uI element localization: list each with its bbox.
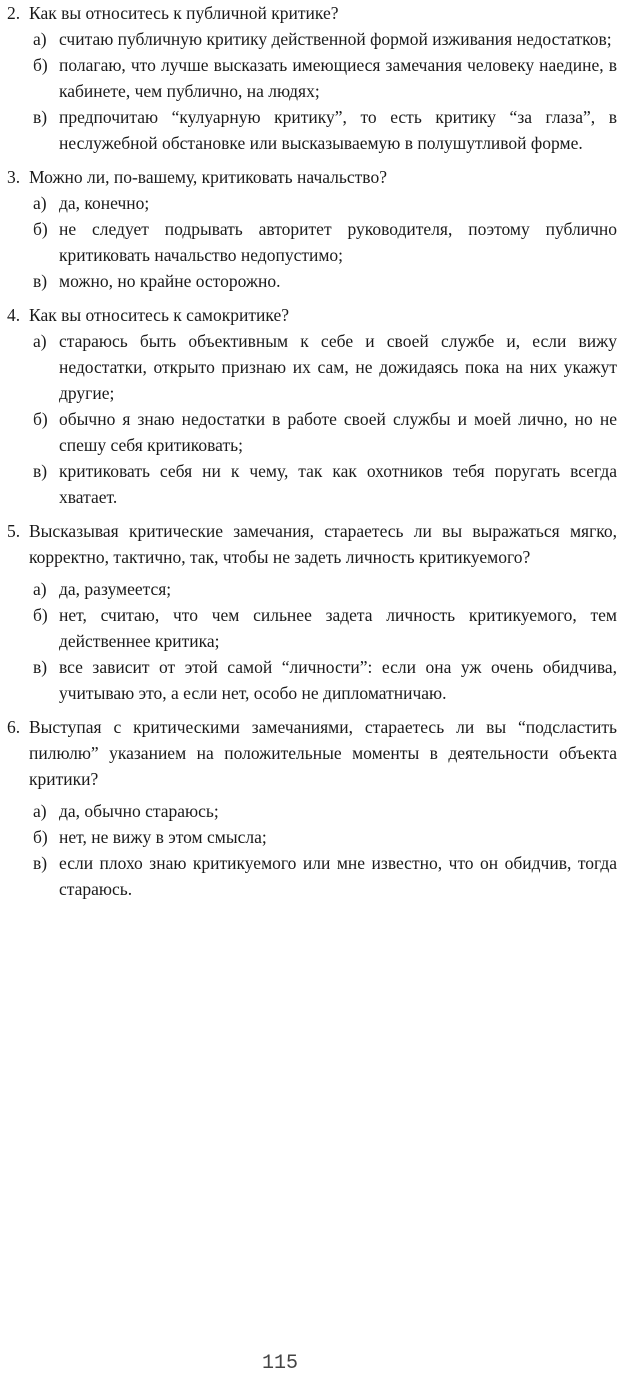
answer-option (7, 26, 617, 52)
question-row (7, 0, 617, 26)
answer-letter: б) (33, 55, 48, 75)
answer-letter: в) (33, 657, 48, 677)
answer-letter: б) (33, 219, 48, 239)
answer-option (7, 798, 617, 824)
question-row (7, 518, 617, 570)
answer-text: критиковать себя ни к чему, так как охотников тебя поругать всегда хватает. (59, 461, 617, 507)
answer-letter: в) (33, 853, 48, 873)
answer-letter: б) (33, 409, 48, 429)
answer-letter: в) (33, 461, 48, 481)
answer-text: все зависит от этой самой “личности”: если она уж очень обидчива, учитываю это, а если нет, особо не дипломатничаю. (59, 657, 617, 703)
answer-text: обычно я знаю недостатки в работе своей службы и моей лично, но не спешу себя критиковать; (59, 409, 617, 455)
question-3 (7, 164, 617, 294)
answer-text: нет, не вижу в этом смысла; (59, 827, 267, 847)
question-4 (7, 302, 617, 510)
answer-list (7, 328, 617, 510)
question-text: Выступая с критическими замечаниями, стараетесь ли вы “подсластить пилюлю” указанием на положительные моменты в деятельности объекта критики? (29, 717, 617, 789)
answer-text: предпочитаю “кулуарную критику”, то есть критику “за глаза”, в неслужебной обстановке или высказываемую в полушутливой форме. (59, 107, 617, 153)
answer-letter: а) (33, 801, 47, 821)
answer-letter: а) (33, 29, 47, 49)
answer-list (7, 798, 617, 902)
answer-option (7, 458, 617, 510)
answer-option (7, 216, 617, 268)
answer-option (7, 406, 617, 458)
answer-text: можно, но крайне осторожно. (59, 271, 281, 291)
question-number: 5. (7, 521, 21, 541)
answer-list (7, 190, 617, 294)
answer-option (7, 268, 617, 294)
question-text: Как вы относитесь к самокритике? (29, 305, 289, 325)
answer-text: если плохо знаю критикуемого или мне известно, что он обидчив, тогда стараюсь. (59, 853, 617, 899)
answer-letter: б) (33, 605, 48, 625)
question-number: 6. (7, 717, 21, 737)
answer-text: нет, считаю, что чем сильнее задета личность критикуемого, тем действеннее критика; (59, 605, 617, 651)
answer-letter: в) (33, 271, 48, 291)
question-6 (7, 714, 617, 902)
answer-option (7, 104, 617, 156)
questionnaire (7, 0, 617, 902)
answer-letter: а) (33, 579, 47, 599)
question-row (7, 714, 617, 792)
question-number: 3. (7, 167, 21, 187)
answer-list (7, 26, 617, 156)
page-number: 115 (261, 1352, 298, 1375)
answer-text: стараюсь быть объективным к себе и своей службе и, если вижу недостатки, открыто признаю их сам, не дожидаясь пока на них укажут другие; (59, 331, 617, 403)
question-text: Высказывая критические замечания, стараетесь ли вы выражаться мягко, корректно, тактично, так, чтобы не задеть личность критикуемого? (29, 521, 617, 567)
question-number: 2. (7, 3, 21, 23)
answer-text: да, разумеется; (59, 579, 172, 599)
question-5 (7, 518, 617, 706)
answer-text: полагаю, что лучше высказать имеющиеся замечания человеку наедине, в кабинете, чем публично, на людях; (59, 55, 617, 101)
answer-list (7, 576, 617, 706)
answer-option (7, 824, 617, 850)
answer-text: считаю публичную критику действенной формой изживания недостатков; (59, 29, 612, 49)
answer-letter: а) (33, 331, 47, 351)
answer-option (7, 602, 617, 654)
question-text: Можно ли, по-вашему, критиковать начальство? (29, 167, 387, 187)
question-text: Как вы относитесь к публичной критике? (29, 3, 339, 23)
answer-letter: а) (33, 193, 47, 213)
answer-option (7, 328, 617, 406)
answer-option (7, 190, 617, 216)
answer-option (7, 654, 617, 706)
answer-text: не следует подрывать авторитет руководителя, поэтому публично критиковать начальство недопустимо; (59, 219, 617, 265)
answer-option (7, 850, 617, 902)
answer-text: да, конечно; (59, 193, 150, 213)
answer-text: да, обычно стараюсь; (59, 801, 219, 821)
question-number: 4. (7, 305, 21, 325)
answer-letter: б) (33, 827, 48, 847)
question-2 (7, 0, 617, 156)
answer-letter: в) (33, 107, 48, 127)
answer-option (7, 576, 617, 602)
answer-option (7, 52, 617, 104)
question-row (7, 302, 617, 328)
question-row (7, 164, 617, 190)
